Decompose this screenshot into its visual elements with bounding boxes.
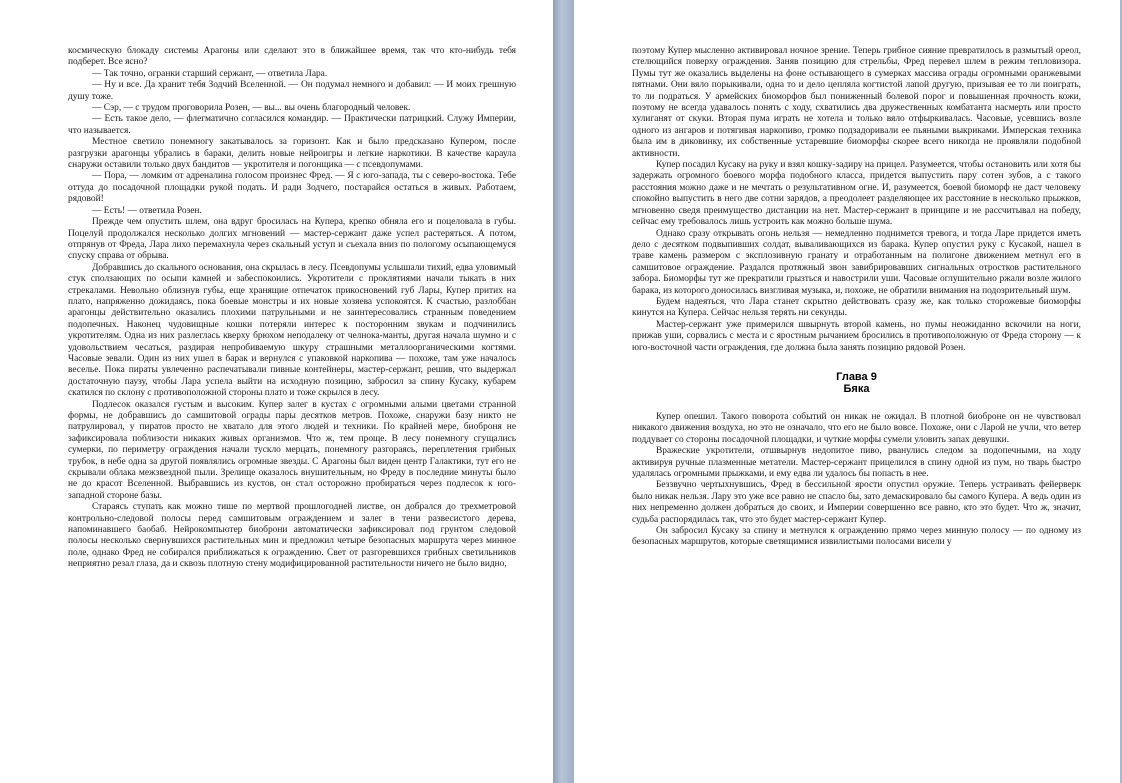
paragraph: — Так точно, огранки старший сержант, — ответила Лара. [92, 68, 328, 79]
paragraph: — Есть! — ответила Розен. [92, 205, 202, 216]
page-gutter [553, 0, 574, 783]
paragraph: Местное светило понемногу закатывалось за горизонт. Как и было предсказано Купером, после разгрузки арагонцы убрались в бараки, делить новые нейроигры и легкие наркотики. В качестве караула снаружи оставили только двух бандитов — укротителя и погонщика — с псевдопумами. [68, 137, 516, 171]
paragraph: космическую блокаду системы Арагоны или сделают это в ближайшее время, так что кто-нибудь тебя подберет. Все ясно? [68, 46, 516, 68]
paragraph: Вражеские укротители, отшвырнув недопитое пиво, рванулись следом за подопечными, на ходу активируя ручные плазменные метатели. Мастер-сержант прицелился в спину одной из пум, но тварь быстро удалялась огромными прыжками, и ему едва ли удалось бы попасть в нее. [632, 446, 1081, 479]
paragraph: — Сэр, — с трудом проговорила Розен, — вы... вы очень благородный человек. [92, 103, 411, 114]
paragraph: Купер опешил. Такого поворота событий он никак не ожидал. В плотной биоброне он не чувствовал никакого движения воздуха, но это не означало, что его не было вовсе. Похоже, они с Ларой не учли, что ветер поддувает со стороны посадочной площадки, и чуткие морфы сумели уловить запах девушки. [632, 411, 1081, 445]
paragraph: Добравшись до скального основания, она скрылась в лесу. Псевдопумы услышали тихий, едва уловимый стук сползающих по осыпи камней и забеспокоились. Укротители с проклятиями начали тыкать в них стрекалами. Невольно облизнув губы, еще хранящие отпечаток прикосновений губ Лары, Купер притих на плато, напряженно дожидаясь, пока боевые монстры и их новые хозяева успокоятся. К счастью, разлоббан арагонцы действительно оказались плохими патрульными и не заинтересовались странным поведением подопечных. Наконец чудовищные кошки потеряли интерес к посторонним звукам и подчинились укротителям. Одна из них разлеглась кверху брюхом неподалеку от челнока-манты, другая начала шумно и с удовольствием чесаться, раздирая непробиваемую шкуру страшными металлоорганическими когтями. Часовые зевали. Один из них ушел в барак и вернулся с упаковкой наркопива — похоже, там уже началось веселье. Пока пираты увлеченно распечатывали пивные контейнеры, мастер-сержант, решив, что выдержал достаточную паузу, чтобы Лара успела выйти на исходную позицию, забросил за спину Кусаку, кубарем скатился по склону с противоположной стороны плато и тоже скрылся в лесу. [68, 262, 516, 399]
chapter-heading [632, 371, 1081, 396]
paragraph: Он забросил Кусаку за спину и метнулся к ограждению прямо через минную полосу — по одному из безопасных маршрутов, которые светящимися извилистыми полосами висели у [632, 526, 1081, 548]
paragraph: Прежде чем опустить шлем, она вдруг бросилась на Купера, крепко обняла его и поцеловала в губы. Поцелуй продолжался несколько долгих мгновений — мастер-сержант даже успел растеряться. А потом, отпрянув от Фреда, Лара лихо перемахнула через скальный уступ и съехала вниз по пологому осыпающемуся спуску справа от обрыва. [68, 217, 516, 262]
paragraph: Стараясь ступать как можно тише по мертвой прошлогодней листве, он добрался до трехметровой контрольно-следовой полосы перед самшитовым ограждением и залег в тени развесистого дерева, напоминавшего баобаб. Нейрокомпьютер биоброни автоматически зафиксировал под грунтом следовой полосы несколько свернувшихся растительных мин и предложил четыре безопасных маршрута через минное поле, однако Фред не собирался приближаться к ограждению. Свет от разгоревшихся грибных светильников неприятно резал глаза, да и сквозь плотную стену модифицированной растительности ничего не было видно, [68, 502, 516, 570]
paragraph: — Пора, — ломким от адреналина голосом произнес Фред. — Я с юго-запада, ты с северо-востока. Тебе оттуда до посадочной площадки рукой подать. И ради Зодчего, постарайся остаться в живых. Работаем, рядовой! [68, 171, 516, 205]
paragraph: Однако сразу открывать огонь нельзя — немедленно поднимется тревога, и тогда Ларе придется иметь дело с десятком подвыпивших солдат, вываливающихся из барака. Купер опустил руку с Кусакой, нашел в траве камень размером с эксплозивную гранату и отработанным на полигоне движением метнул его в самшитовое ограждение. Раздался протяжный звон завибрировавших сигнальных отростков растительного забора. Биоморфы тут же прекратили грызться и навострили уши. Часовые оглушительно ржали возле жилого барака, из которого доносилась визгливая музыка, и, похоже, не обратили внимания на подозрительный шум. [632, 228, 1081, 296]
paragraph: Подлесок оказался густым и высоким. Купер залег в кустах с огромными алыми цветами странной формы, не добравшись до самшитовой ограды пары десятков метров. Похоже, снаружи базу никто не патрулировал, у пиратов просто не хватало для этого людей и техники. По крайней мере, биоброня не зафиксировала поблизости никаких живых организмов. Что ж, тем проще. В лесу понемногу сгущались сумерки, по периметру ограждения начали тускло мерцать, понемногу разгораясь, переплетения грибных трубок, в небе одна за другой появлялись огромные звезды. С Арагоны был виден центр Галактики, тут его не скрывали облака межзвездной пыли. Зрелище оказалось внушительным, но Фреду в последние минуты было не до красот Вселенной. Выбравшись из кустов, он стал осторожно пробираться через подлесок к юго-западной стороне базы. [68, 399, 516, 501]
paragraph: — Есть такое дело, — флегматично согласился командир. — Практически патрицкий. Служу Империи, что называется. [68, 114, 516, 136]
paragraph: Купер посадил Кусаку на руку и взял кошку-задиру на прицел. Разумеется, чтобы остановить или хотя бы задержать огромного боевого морфа подобного класса, придется выпустить пару сотен зубов, а с такого расстояния можно даже и не мечтать о результативном огне. И, разумеется, боевой биоморф не даст человеку спокойно выпустить в него две сотни зарядов, а преодолеет разделяющее их расстояние в несколько прыжков, мгновенно сведя преимущество дистанции на нет. Мастер-сержант в принципе и не рассчитывал на победу, сейчас ему требовалось лишь устроить как можно больше шума. [632, 160, 1081, 228]
chapter-number: Глава 9 [836, 370, 877, 383]
paragraph: — Ну и все. Да хранит тебя Зодчий Вселенной. — Он подумал немного и добавил: — И моих грешную душу тоже. [68, 80, 516, 102]
paragraph: Мастер-сержант уже примерился швырнуть второй камень, но пумы неожиданно вскочили на ноги, прижав уши, сорвались с места и с яростным рычанием бросились в противоположную от Фреда сторону — к юго-восточной части ограждения, где должна была занять позицию рядовой Розен. [632, 319, 1081, 353]
left-page [0, 0, 553, 783]
paragraph: поэтому Купер мысленно активировал ночное зрение. Теперь грибное сияние превратилось в размытый ореол, стелющийся поверху ограждения. Заняв позицию для стрельбы, Фред перевел шлем в режим тепловизора. Пумы тут же оказались выделены на фоне остывающего в сумерках массива ограды огромными оранжевыми пятнами. Они вяло порыкивали, одна то и дело цепляла когтистой лапой другую, призывая ее то ли поиграть, то ли подраться. У армейских биоморфов был пониженный болевой порог и повышенная прочность кожи, поэтому не всегда удавалось понять с ходу, схватились два дружественных комбатанта насмерть или просто хулиганят от скуки. Вторая пума играть не хотела и только вяло отфыркивалась. Часовые, усевшись возле одного из ангаров и потягивая наркопиво, громко подзадоривали ее пьяными выкриками. Имперская техника была им в диковинку, их собственные устаревшие биоморфы скорее всего никогда не проявляли подобной активности. [632, 46, 1081, 159]
paragraph: Будем надеяться, что Лара станет скрытно действовать сразу же, как только сторожевые биоморфы кинутся на Купера. Сейчас нельзя терять ни секунды. [632, 296, 1081, 319]
chapter-title: Бяка [843, 383, 870, 396]
right-page [574, 0, 1120, 783]
paragraph: Беззвучно чертыхнувшись, Фред в бессильной ярости опустил оружие. Теперь устраивать фейерверк было никак нельзя. Лару это уже все равно не спасло бы, зато демаскировало бы самого Купера. А ведь один из них непременно должен добраться до своих, и Империи совершенно все равно, кто это будет. Что ж, значит, судьба распорядилась так, что это будет мастер-сержант Купер. [632, 480, 1081, 525]
